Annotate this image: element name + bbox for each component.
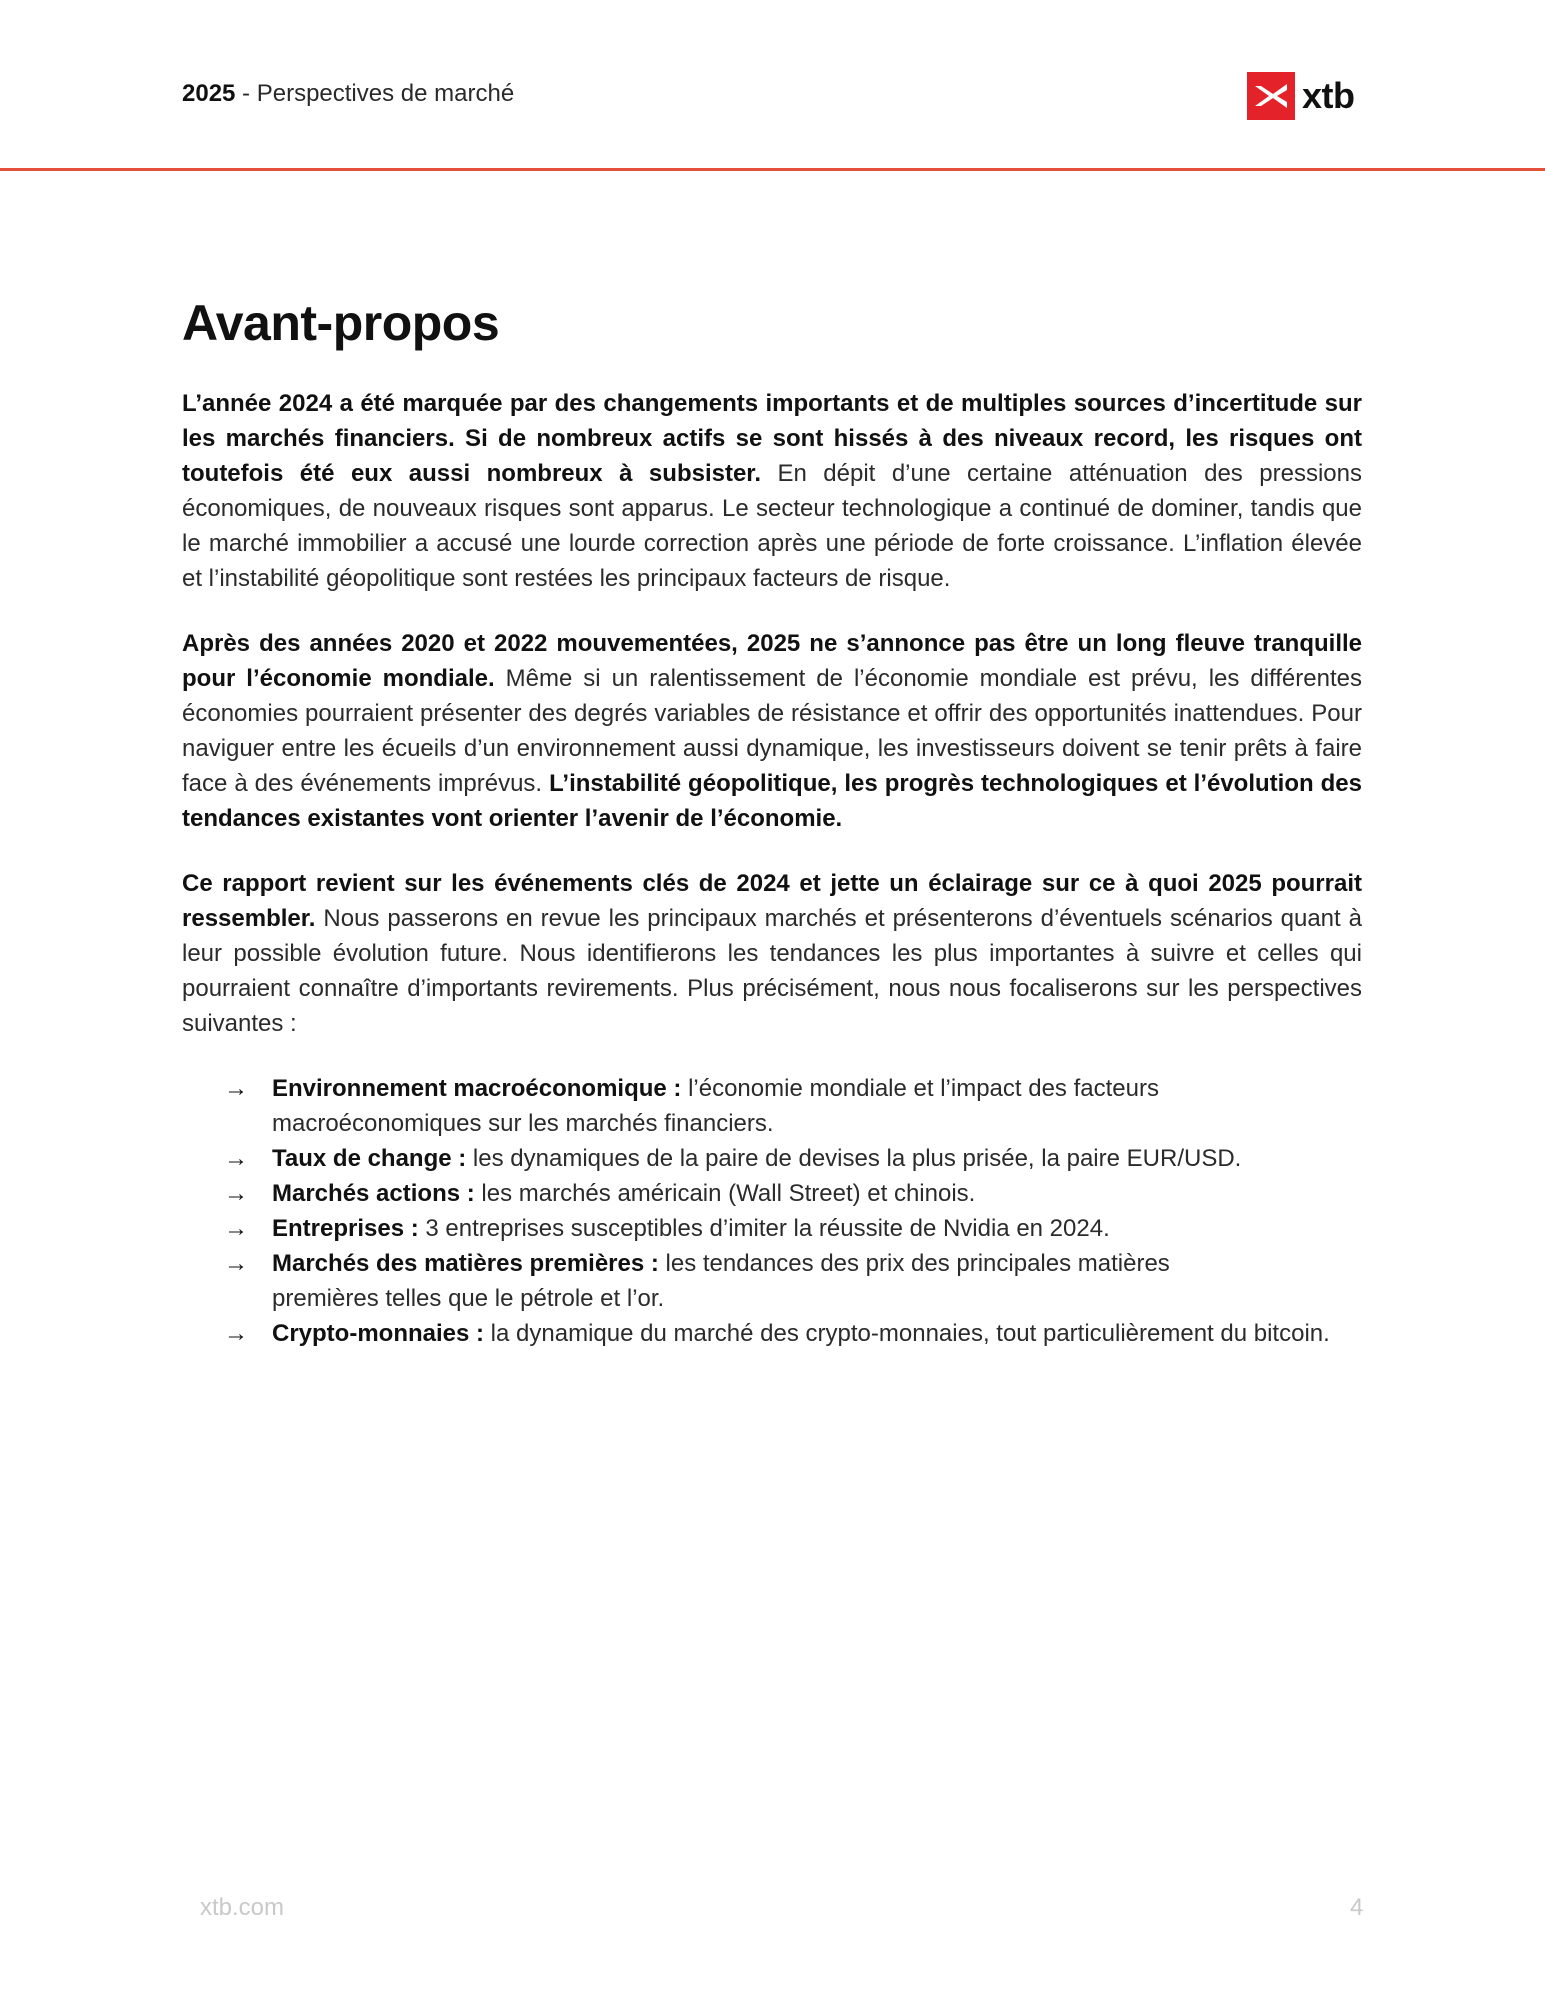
arrow-right-icon: → <box>224 1250 248 1277</box>
paragraph-1-bold: L’année 2024 a été marquée par des changements importants et de multiples sources d’incertitude sur les marchés financiers. Si de nombreux actifs se sont hissés à des niveaux record, les risques ont toutefois été eux aussi nombreux à subsister. <box>182 390 1362 487</box>
intro-paragraph-3 <box>182 866 1362 1041</box>
xtb-logo <box>1247 72 1355 120</box>
intro-paragraph-2 <box>182 626 1362 836</box>
page-header <box>0 0 1545 170</box>
topic-label: Taux de change : <box>272 1145 467 1172</box>
list-item <box>182 1246 1272 1316</box>
logo-wordmark: xtb <box>1302 75 1355 116</box>
arrow-right-icon: → <box>224 1320 248 1347</box>
arrow-right-icon: → <box>224 1145 248 1172</box>
paragraph-3-text: Nous passerons en revue les principaux marchés et présenterons d’éventuels scénarios quant à leur possible évolution future. Nous identifierons les tendances les plus importantes à suivre et celles qui pourraient connaître d’importants revirements. Plus précisément, nous nous focaliserons sur les perspectives suivantes : <box>182 905 1362 1037</box>
intro-paragraph-1 <box>182 386 1362 596</box>
document-year: 2025 <box>182 80 236 107</box>
list-item <box>182 1141 1362 1176</box>
topic-text: la dynamique du marché des crypto-monnaies, tout particulièrement du bitcoin. <box>484 1320 1330 1347</box>
list-item <box>182 1071 1272 1141</box>
paragraph-1-text: En dépit d’une certaine atténuation des pressions économiques, de nouveaux risques sont apparus. Le secteur technologique a continué de dominer, tandis que le marché immobilier a accusé une lourde correction après une période de forte croissance. L’inflation élevée et l’instabilité géopolitique sont restées les principaux facteurs de risque. <box>182 460 1362 592</box>
arrow-right-icon: → <box>224 1180 248 1207</box>
topics-list <box>182 1071 1362 1351</box>
list-item <box>182 1176 1362 1211</box>
list-item <box>182 1211 1362 1246</box>
topic-label: Entreprises : <box>272 1215 419 1242</box>
topic-label: Crypto-monnaies : <box>272 1320 485 1347</box>
document-title <box>182 80 514 108</box>
topic-text: l’économie mondiale et l’impact des facteurs macroéconomiques sur les marchés financiers. <box>272 1075 1159 1137</box>
topic-label: Environnement macroéconomique : <box>272 1075 682 1102</box>
paragraph-2-text: Même si un ralentissement de l’économie mondiale est prévu, les différentes économies pourraient présenter des degrés variables de résistance et offrir des opportunités inattendues. Pour naviguer entre les écueils d’un environnement aussi dynamique, les investisseurs doivent se tenir prêts à faire face à des événements imprévus. <box>182 665 1362 797</box>
topic-text: les marchés américain (Wall Street) et chinois. <box>474 1180 976 1207</box>
header-divider <box>0 168 1545 171</box>
section-title: Avant-propos <box>182 295 500 351</box>
document-subtitle: - Perspectives de marché <box>235 80 515 107</box>
topic-text: les tendances des prix des principales matières premières telles que le pétrole et l’or. <box>272 1250 1170 1312</box>
xtb-logo-icon <box>1247 72 1295 120</box>
topic-label: Marchés des matières premières : <box>272 1250 659 1277</box>
topic-label: Marchés actions : <box>272 1180 475 1207</box>
list-item <box>182 1316 1362 1351</box>
arrow-right-icon: → <box>224 1215 248 1242</box>
topic-text: les dynamiques de la paire de devises la plus prisée, la paire EUR/USD. <box>466 1145 1242 1172</box>
topic-text: 3 entreprises susceptibles d’imiter la réussite de Nvidia en 2024. <box>418 1215 1110 1242</box>
main-content <box>182 290 1362 1351</box>
arrow-right-icon: → <box>224 1075 248 1102</box>
page-number: 4 <box>1350 1894 1364 1921</box>
footer-website-link[interactable]: xtb.com <box>200 1894 285 1921</box>
paragraph-2-bold: Après des années 2020 et 2022 mouvementées, 2025 ne s’annonce pas être un long fleuve tranquille pour l’économie mondiale. <box>182 630 1362 692</box>
paragraph-3-bold: Ce rapport revient sur les événements clés de 2024 et jette un éclairage sur ce à quoi 2025 pourrait ressembler. <box>182 870 1362 932</box>
paragraph-2-bold-end: L’instabilité géopolitique, les progrès technologiques et l’évolution des tendances existantes vont orienter l’avenir de l’économie. <box>182 770 1362 832</box>
